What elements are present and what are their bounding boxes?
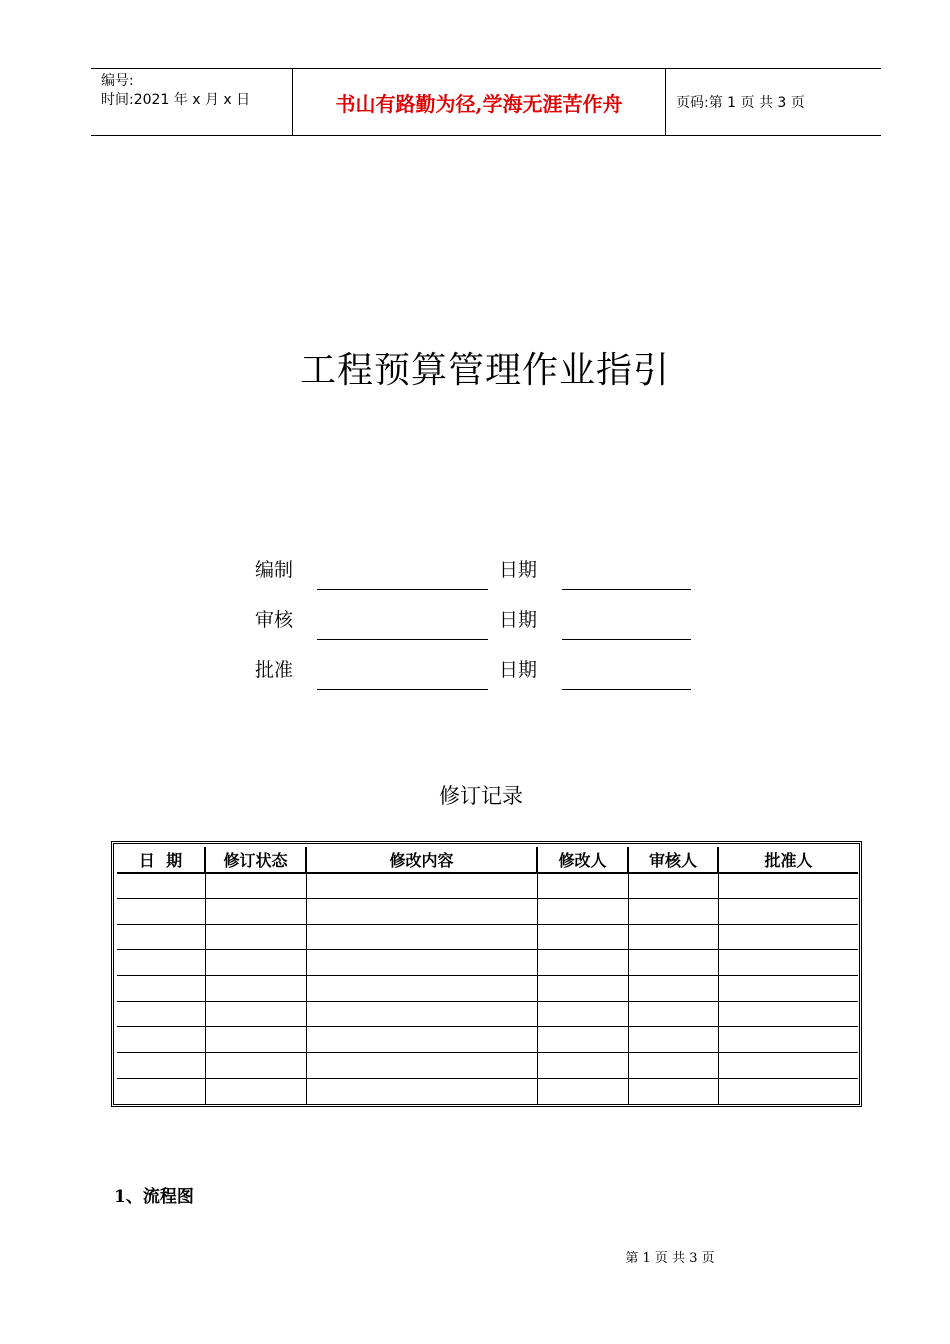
table-cell [537,950,628,976]
signature-line [317,589,488,590]
column-header: 审核人 [628,847,718,873]
header-meta [91,69,293,135]
table-cell [205,975,306,1001]
document-title: 工程预算管理作业指引 [299,350,670,391]
table-cell [537,873,628,899]
table-row [117,950,858,976]
sign-row-compile [255,555,695,595]
table-cell [537,898,628,924]
table-cell [306,1053,537,1079]
header-page-info: 页码:第 1 页 共 3 页 [676,95,805,111]
sign-row-review [255,605,695,645]
date-label: 日期 [499,559,538,581]
table-row [117,1027,858,1053]
table-cell [306,924,537,950]
table-row [117,975,858,1001]
table-cell [718,898,858,924]
table-cell [718,1053,858,1079]
sign-label: 编制 [255,559,294,581]
table-cell [628,898,718,924]
table-cell [718,1078,858,1104]
sign-label: 审核 [255,609,294,631]
signature-line [317,639,488,640]
table-cell [306,898,537,924]
table-cell [117,975,205,1001]
table-cell [306,975,537,1001]
table-cell [718,873,858,899]
table-cell [537,1027,628,1053]
number-label: 编号: [101,73,134,89]
header-motto: 书山有路勤为径,学海无涯苦作舟 [293,69,666,135]
revision-title: 修订记录 [439,784,523,808]
column-header: 日 期 [117,847,205,873]
table-row [117,1078,858,1104]
time-label: 时间:2021 年 x 月 x 日 [101,92,251,108]
table-cell [628,950,718,976]
table-cell [628,975,718,1001]
table-row [117,873,858,899]
table-cell [537,1078,628,1104]
table-cell [205,950,306,976]
table-cell [306,1027,537,1053]
table-cell [117,1027,205,1053]
date-line [562,689,691,690]
date-line [562,589,691,590]
sign-label: 批准 [255,659,294,681]
table-cell [117,873,205,899]
table-cell [117,1053,205,1079]
page-footer: 第 1 页 共 3 页 [625,1251,715,1266]
sign-row-approve [255,655,695,695]
date-label: 日期 [499,609,538,631]
table-header-row [117,847,858,873]
table-cell [117,1001,205,1027]
table-cell [117,924,205,950]
table-cell [628,924,718,950]
section-heading: 1、流程图 [114,1187,194,1207]
table-cell [718,924,858,950]
table-cell [205,924,306,950]
page-header [91,68,881,136]
table-cell [306,950,537,976]
revision-table-frame [111,841,862,1107]
table-cell [205,1053,306,1079]
table-cell [306,1001,537,1027]
table-cell [628,1027,718,1053]
table-cell [205,1078,306,1104]
table-cell [718,1027,858,1053]
table-cell [306,1078,537,1104]
table-cell [205,1001,306,1027]
table-cell [628,1053,718,1079]
table-row [117,924,858,950]
date-line [562,639,691,640]
column-header: 批准人 [718,847,858,873]
signature-line [317,689,488,690]
table-row [117,898,858,924]
table-cell [205,898,306,924]
table-cell [117,898,205,924]
column-header: 修改人 [537,847,628,873]
table-cell [306,873,537,899]
table-cell [628,1001,718,1027]
table-cell [117,950,205,976]
table-row [117,1001,858,1027]
table-cell [537,975,628,1001]
table-cell [628,1078,718,1104]
table-row [117,1053,858,1079]
column-header: 修订状态 [205,847,306,873]
table-cell [537,924,628,950]
table-cell [718,1001,858,1027]
date-label: 日期 [499,659,538,681]
table-cell [718,950,858,976]
table-cell [205,873,306,899]
column-header: 修改内容 [306,847,537,873]
table-cell [537,1001,628,1027]
table-cell [718,975,858,1001]
revision-table [117,847,858,1104]
table-cell [628,873,718,899]
table-cell [205,1027,306,1053]
table-cell [117,1078,205,1104]
table-cell [537,1053,628,1079]
